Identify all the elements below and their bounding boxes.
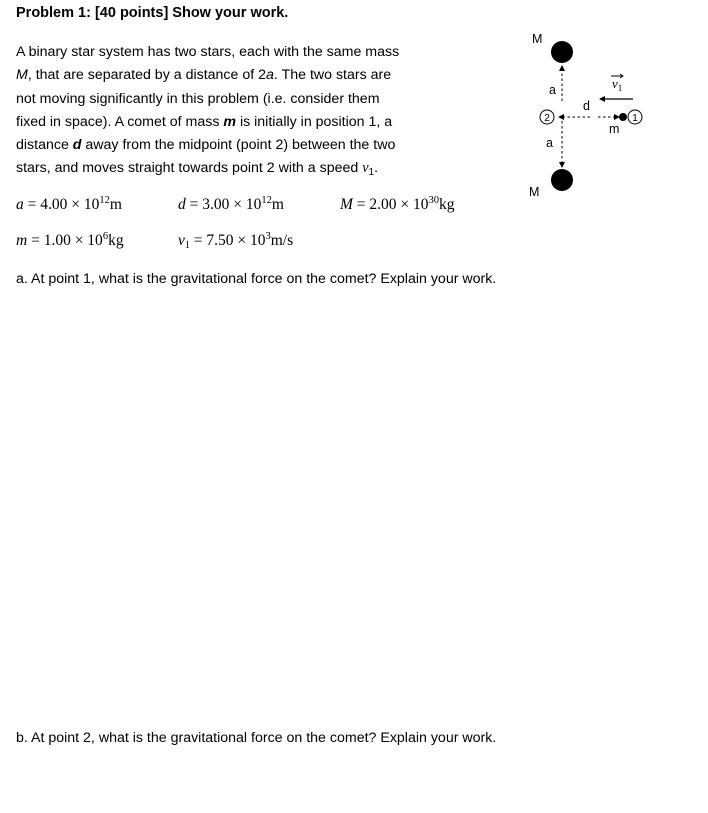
point-2-label: 2 [544, 113, 550, 124]
paragraph-line-2: M, that are separated by a distance of 2a. The two stars are [16, 67, 392, 84]
bottom-star [551, 169, 573, 191]
given-d: $d = 3.00 \times 10^{12}m$ [178, 195, 284, 213]
upper-a-label: a [549, 83, 556, 97]
d-label: d [583, 99, 590, 113]
velocity-label: $v_1$ [612, 76, 623, 93]
paragraph-line-6: stars, and moves straight towards point 2 with a speed $v_1$. [16, 160, 379, 179]
problem-description [16, 41, 486, 181]
comet-mass-label: m [609, 122, 620, 136]
given-M: $M = 2.00 \times 10^{30}kg$ [340, 195, 455, 213]
given-m: $m = 1.00 \times 10^6kg$ [16, 231, 124, 249]
bottom-star-label: M [529, 185, 540, 199]
question-b: b. At point 2, what is the gravitational force on the comet? Explain your work. [16, 730, 497, 746]
paragraph-line-3: not moving significantly in this problem (i.e. consider them [16, 90, 380, 107]
comet [619, 113, 627, 121]
binary-star-diagram [520, 25, 670, 200]
problem-title: Problem 1: [40 points] Show your work. [16, 5, 289, 21]
given-a: $a = 4.00 \times 10^{12}m$ [16, 195, 122, 213]
point-1-label: 1 [632, 113, 638, 124]
given-v1: $v_1 = 7.50 \times 10^3m/s$ [178, 231, 294, 251]
paragraph-line-4: fixed in space). A comet of mass m is initially in position 1, a [16, 113, 393, 130]
question-a: a. At point 1, what is the gravitational force on the comet? Explain your work. [16, 271, 497, 287]
top-star-label: M [532, 32, 543, 46]
paragraph-line-5: distance d away from the midpoint (point 2) between the two [16, 137, 396, 154]
lower-a-label: a [546, 136, 553, 150]
top-star [551, 41, 573, 63]
paragraph-line-1: A binary star system has two stars, each with the same mass [16, 44, 400, 60]
